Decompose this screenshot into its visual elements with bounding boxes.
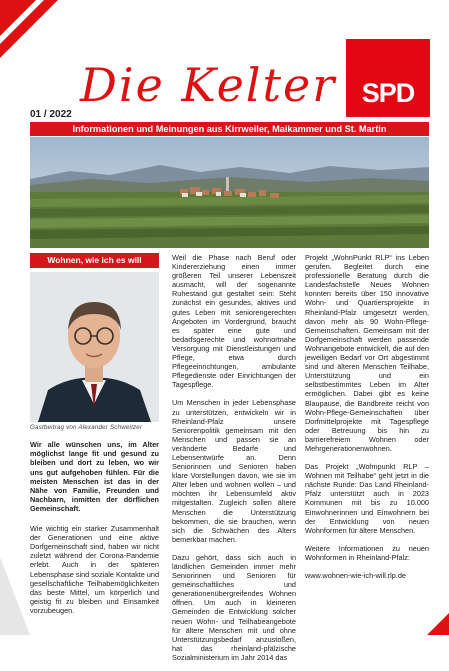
corner-decoration-red-inner	[0, 0, 36, 36]
author-portrait	[30, 272, 159, 422]
corner-decoration-grey	[0, 557, 30, 635]
corner-decoration-red-bottom	[427, 613, 449, 635]
column2-paragraph-3: Dazu gehört, dass sich auch in ländlichen Gemeinden immer mehr Seniorinnen und Senioren für gemeinschaftliches und generationenübergreifendes Wohnen öffnen. Um auch in kleineren Gemeinden die Entwicklung solcher neuen Wohn- und Teilhabeangebote für ältere Menschen mit und ohne Unterstützungsbedarf anzustoßen, hat das rheinland-pfälzische Sozialministerium im Jahr 2014 das	[172, 552, 296, 662]
column3-paragraph-3: Weitere Informationen zu neuen Wohnformen in Rheinland-Pfalz:	[305, 543, 429, 562]
article-heading: Wohnen, wie ich es will	[30, 253, 159, 268]
lead-paragraph: Wir alle wünschen uns, im Alter möglichst lange fit und gesund zu bleiben und dort zu leben, wo wir uns gut aufgehoben fühlen. Für die meisten Menschen ist das in der Nähe von Familie, Freunden und Nachbarn, inmitten der dörflichen Gemeinschaft.	[30, 440, 159, 514]
article-column-2	[172, 253, 296, 671]
subtitle-bar: Informationen und Meinungen aus Kirrweiler, Maikammer und St. Martin	[30, 122, 429, 136]
column3-paragraph-1: Projekt „WohnPunkt RLP“ ins Leben gerufen. Begleitet durch eine professionelle Beratung durch die Landesfachstelle Neues Wohnen konnten bereits über 150 innovative Wohn- und Quartiersprojekte in Rheinland-Pfalz umgesetzt werden, davon mehr als 90 Wohn-Pflege-Gemeinschaften. Gemeinsam mit der Dorfgemeinschaft werden passende Wohnangebote entwickelt, die auf den jeweiligen Bedarf vor Ort abgestimmt sind und älteren Menschen Teilhabe, Unterstützung und ein selbstbestimmtes Leben im Alter ermöglichen. Dabei gibt es keine Blaupause, die Bandbreite reicht von Wohn-Pflege-Gemeinschaften über Dorfmittelprojekte mit Tagespflege oder Betreuung bis hin zu barrierefreiem Wohnen oder Mehrgenerationenwohnen.	[305, 253, 429, 453]
photo-credit: Gastbeitrag von Alexander Schweitzer	[30, 424, 143, 431]
column3-paragraph-2: Das Projekt „Wohnpunkt RLP – Wohnen mit Teilhabe“ geht jetzt in die nächste Runde: Das Land Rheinland-Pfalz unterstützt auch in 2023 Kommunen mit bis zu 10.000 Einwohnerinnen und Einwohnern bei der Entwicklung von neuen Wohnformen für ältere Menschen.	[305, 462, 429, 535]
portrait-image	[30, 272, 159, 422]
spd-logo	[346, 39, 430, 117]
column2-paragraph-1: Weil die Phase nach Beruf oder Kindererziehung einen immer größeren Teil unserer Lebenszeit ausmacht, will der sogenannte Ruhestand gut gestaltet sein: Steht zunächst ein gesundes, aktives und gutes Leben mit seniorengerechten Angeboten im Vordergrund, braucht es später eine gute und bedarfsgerechte und wohnortnahe Versorgung mit Dienstleistungen und Pflege, etwa durch Pflegeeinrichtungen, ambulante Pflegedienste oder Einrichtungen der Tagespflege.	[172, 253, 296, 390]
masthead-title: Die Kelter	[80, 58, 337, 112]
sidebar	[30, 253, 159, 616]
column2-paragraph-2: Um Menschen in jeder Lebensphase zu unterstützen, entwickeln wir in Rheinland-Pfalz unsere Seniorenpolitik gemeinsam mit den Menschen und passen sie an veränderte Bedarfe und Lebensentwürfe an. Denn Seniorinnen und Senioren haben klare Vorstellungen davon, wie sie im Alter leben und wohnen wollen – und möchten ihr Lebensumfeld aktiv mitgestalten. Zugleich sollen ältere Menschen die Unterstützung bekommen, die sie brauchen, wenn sich die Schwächen des Alters bemerkbar machen.	[172, 398, 296, 544]
article-column-3	[305, 253, 429, 589]
landscape-photo	[30, 137, 429, 248]
issue-number: 01 / 2022	[30, 109, 72, 120]
sidebar-paragraph: Wie wichtig ein starker Zusammenhalt der Generationen und eine aktive Dorfgemeinschaft sind, haben wir nicht zuletzt während der Corona-Pandemie erlebt. Auch in der späteren Lebensphase sind soziale Kontakte und gesellschaftliche Teilhabemöglichkeiten das beste Mittel, um körperlich und geistig fit zu bleiben und Einsamkeit vorzubeugen.	[30, 523, 160, 616]
spd-logo-text: SPD	[361, 78, 415, 108]
website-link[interactable]: www.wohnen-wie-ich-will.rlp.de	[305, 571, 406, 580]
vineyard-village-image	[30, 137, 429, 248]
